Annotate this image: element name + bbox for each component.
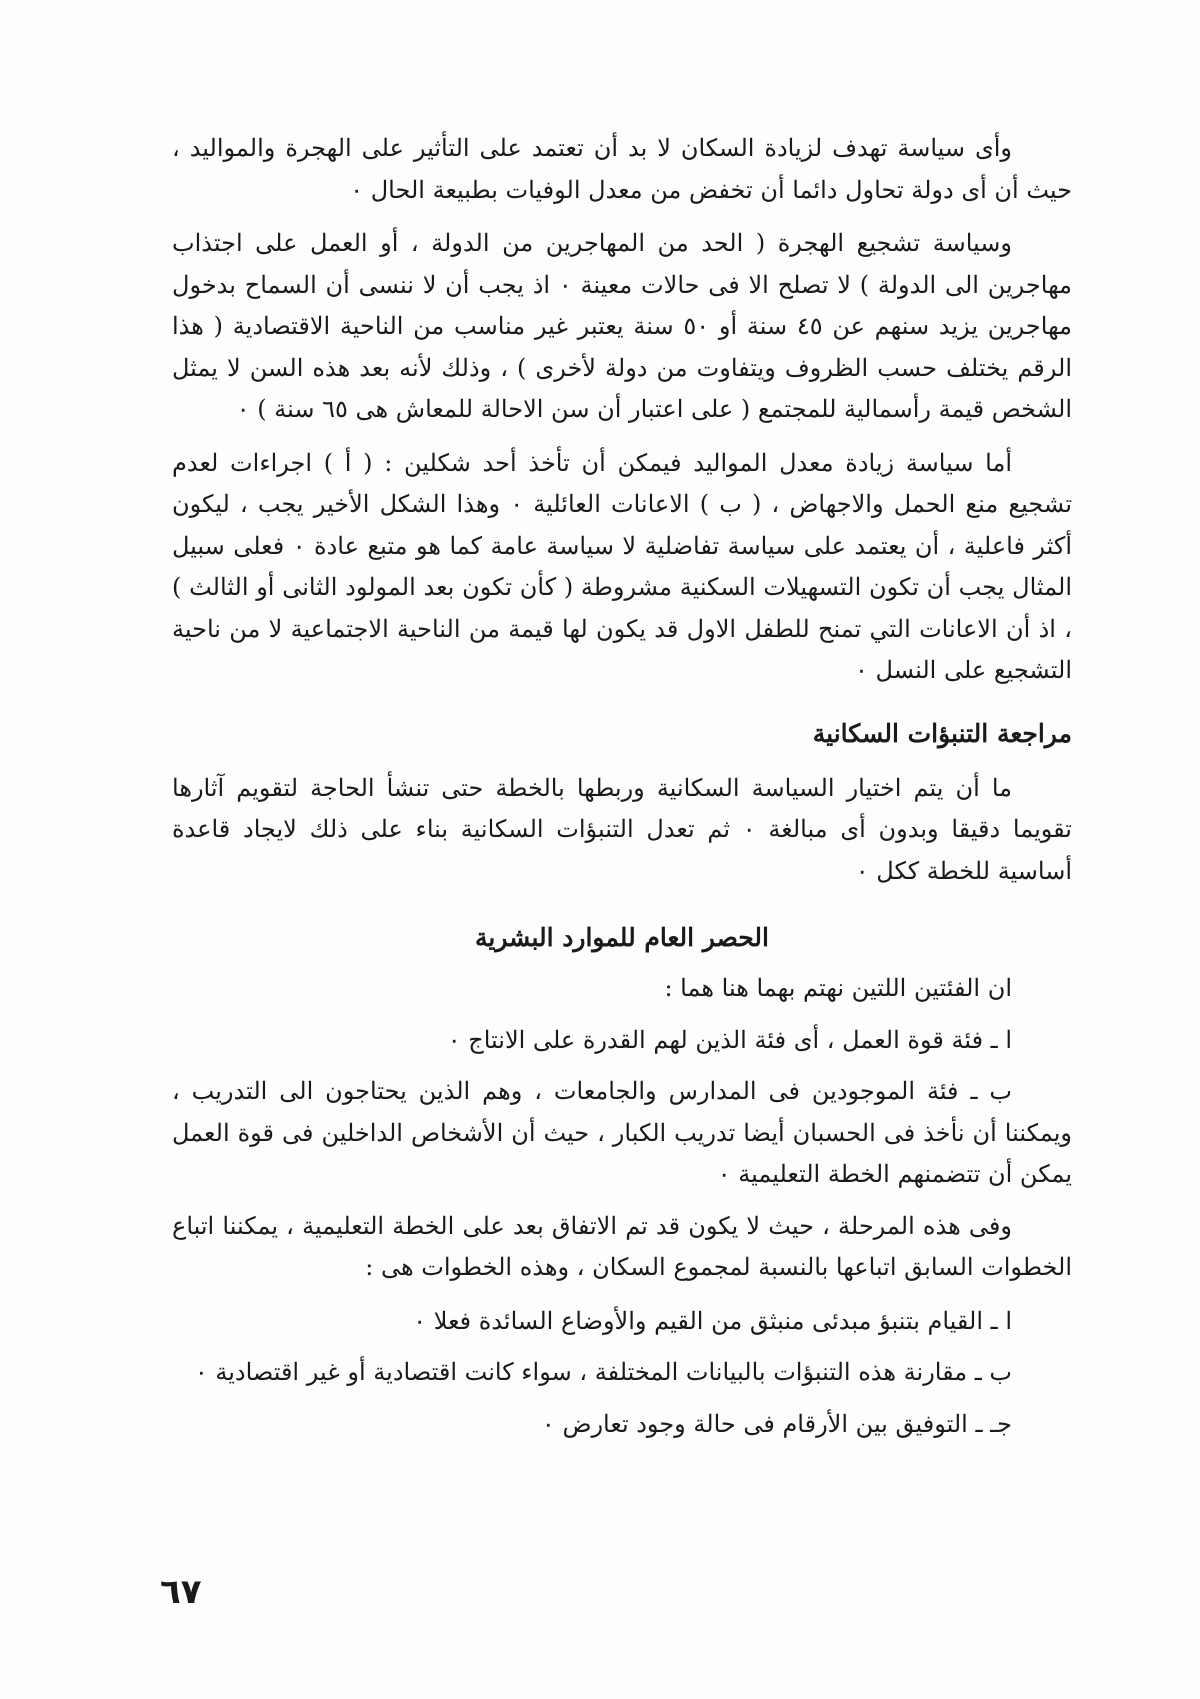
list-item-students: ب ـ فئة الموجودين فى المدارس والجامعات ، وهم الذين يحتاجون الى التدريب ، ويمكننا أن نأخذ فى الحسبان أيضا تدريب الكبار ، حيث أن الأشخاص الداخلين فى قوة العمل يمكن أن تتضمنهم الخطة التعليمية ٠ xyxy=(172,1077,1073,1188)
list-item-initial-projection: ا ـ القيام بتنبؤ مبدئى منبثق من القيم والأوضاع السائدة فعلا ٠ xyxy=(413,1306,1012,1335)
page-body xyxy=(172,128,1072,1455)
paragraph-migration-policy: وسياسة تشجيع الهجرة ( الحد من المهاجرين من الدولة ، أو العمل على اجتذاب مهاجرين الى الدولة ) لا تصلح الا فى حالات معينة ٠ اذ يجب أن لا ننسى أن السماح بدخول مهاجرين يزيد سنهم عن ٤٥ سنة أو ٥٠ سنة يعتبر غير مناسب من الناحية الاقتصادية ( هذا الرقم يختلف حسب الظروف ويتفاوت من دولة لأخرى ) ، وذلك لأنه بعد هذه السن لا يمثل الشخص قيمة رأسمالية للمجتمع ( على اعتبار أن سن الاحالة للمعاش هى ٦٥ سنة ) ٠ xyxy=(172,229,1072,423)
heading-review-projections: مراجعة التنبؤات السكانية xyxy=(812,718,1072,748)
paragraph-review-projections: ما أن يتم اختيار السياسة السكانية وربطها بالخطة حتى تنشأ الحاجة لتقويم آثارها تقويما دقيقا وبدون أى مبالغة ٠ ثم تعدل التنبؤات السكانية بناء على ذلك لايجاد قاعدة أساسية للخطة ككل ٠ xyxy=(172,773,1072,885)
list-item-reconcile-figures: جـ ـ التوفيق بين الأرقام فى حالة وجود تعارض ٠ xyxy=(541,1409,1012,1438)
paragraph-population-policy: وأى سياسة تهدف لزيادة السكان لا بد أن تعتمد على التأثير على الهجرة والمواليد ، حيث أن أى دولة تحاول دائما أن تخفض من معدل الوفيات بطبيعة الحال ٠ xyxy=(172,134,1072,204)
paragraph-birth-rate-policy: أما سياسة زيادة معدل المواليد فيمكن أن تأخذ أحد شكلين : ( أ ) اجراءات لعدم تشجيع منع الحمل والاجهاض ، ( ب ) الاعانات العائلية ٠ وهذا الشكل الأخير يجب ، ليكون أكثر فاعلية ، أن يعتمد على سياسة تفاضلية لا سياسة عامة كما هو متبع عادة ٠ فعلى سبيل المثال يجب أن تكون التسهيلات السكنية مشروطة ( كأن تكون بعد المولود الثانى أو الثالث ) ، اذ أن الاعانات التي تمنح للطفل الاول قد يكون لها قيمة من الناحية الاجتماعية لا من ناحية التشجيع على النسل ٠ xyxy=(172,448,1072,684)
paragraph-categories-intro: ان الفئتين اللتين نهتم بهما هنا هما : xyxy=(664,974,1012,1002)
list-item-compare-projections: ب ـ مقارنة هذه التنبؤات بالبيانات المختلفة ، سواء كانت اقتصادية أو غير اقتصادية ٠ xyxy=(194,1358,1012,1386)
page-number: ٦٧ xyxy=(160,1572,202,1612)
paragraph-stage-steps: وفى هذه المرحلة ، حيث لا يكون قد تم الاتفاق بعد على الخطة التعليمية ، يمكننا اتباع الخطوات السابق اتباعها بالنسبة لمجموع السكان ، وهذه الخطوات هى : xyxy=(172,1211,1072,1281)
heading-human-resources-census: الحصر العام للموارد البشرية xyxy=(475,923,769,952)
list-item-labor-force: ا ـ فئة قوة العمل ، أى فئة الذين لهم القدرة على الانتاج ٠ xyxy=(447,1025,1012,1054)
